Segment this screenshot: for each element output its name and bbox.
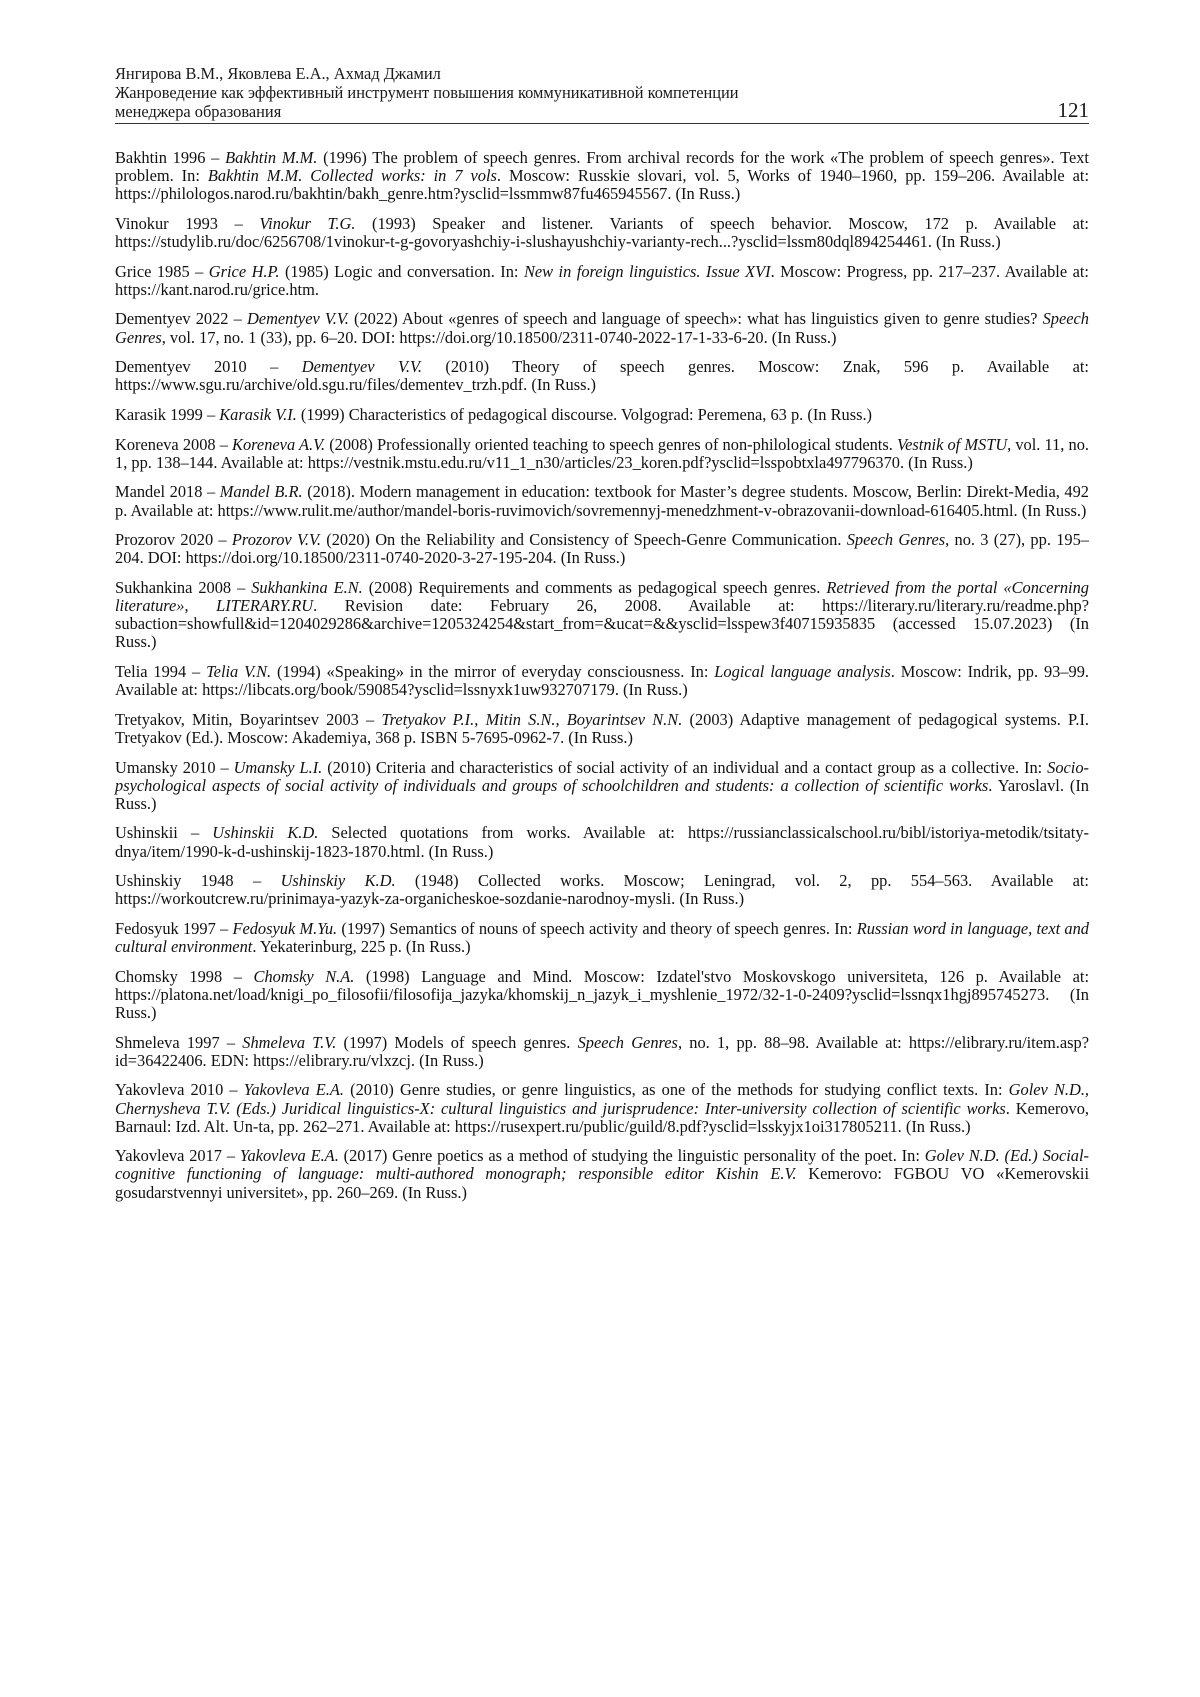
reference-entry xyxy=(115,711,1089,747)
reference-entry xyxy=(115,215,1089,251)
reference-entry xyxy=(115,531,1089,567)
reference-text: (1985) Logic and conversation. In: xyxy=(279,261,524,281)
reference-italic-text: Vestnik of MSTU xyxy=(896,434,1008,454)
reference-text: (2010) Theory of speech genres. Moscow: Znak, 596 p. Available at: https://www.sgu.ru/archive/old.sgu.ru/files/dementev_trzh.pdf. (In Russ.) xyxy=(115,357,1089,395)
reference-text: . Yekaterinburg, 225 p. (In Russ.) xyxy=(252,937,471,957)
reference-text: (1997) Semantics of nouns of speech activity and theory of speech genres. In: xyxy=(337,919,857,938)
reference-italic-text: Bakhtin M.M. xyxy=(225,148,318,167)
reference-italic-text: Bakhtin M.M. Collected works: in 7 vols xyxy=(207,166,497,186)
reference-entry xyxy=(115,968,1089,1022)
header-title-line-2: менеджера образования xyxy=(115,102,282,121)
reference-text: Yakovleva 2010 – xyxy=(115,1080,244,1100)
reference-text: (2008) Requirements and comments as pedagogical speech genres. xyxy=(362,578,827,598)
reference-text: Tretyakov, Mitin, Boyarintsev 2003 – xyxy=(115,709,382,729)
reference-text: , vol. 17, no. 1 (33), pp. 6–20. DOI: https://doi.org/10.18500/2311-0740-2022-17-1-33-6-20. (In Russ.) xyxy=(161,327,837,347)
reference-italic-text: Fedosyuk M.Yu. xyxy=(232,919,338,938)
reference-italic-text: Speech Genres xyxy=(577,1032,678,1052)
reference-entry xyxy=(115,149,1089,203)
reference-entry xyxy=(115,1081,1089,1135)
reference-text: . Moscow: Indrik, pp. 93–99. Available at: https://libcats.org/book/590854?ysclid=lssnyxk1uw932707179. (In Russ.) xyxy=(115,662,1090,700)
reference-italic-text: Sukhankina E.N. xyxy=(251,578,363,598)
reference-entry xyxy=(115,310,1089,346)
reference-italic-text: Karasik V.I. xyxy=(219,405,297,424)
reference-text: (1996) The problem of speech genres. From archival records for the work «The problem of speech genres». Text problem. In: xyxy=(115,148,1089,186)
reference-entry xyxy=(115,483,1089,519)
header-title-line-1: Жанроведение как эффективный инструмент повышения коммуникативной компетенции xyxy=(115,83,739,102)
header-authors: Янгирова В.М., Яковлева Е.А., Ахмад Джамил xyxy=(115,64,441,83)
reference-text: (2010) Criteria and characteristics of social activity of an individual and a contact group as a collective. In: xyxy=(322,757,1048,777)
reference-text: Telia 1994 – xyxy=(115,662,207,681)
reference-entry xyxy=(115,263,1089,299)
reference-text: . Moscow: Russkie slovari, vol. 5, Works of 1940–1960, pp. 159–206. Available at: https://philologos.narod.ru/bakhtin/bakh_genre.htm?ysclid=lssmmw87fu465945567. (In Russ.) xyxy=(115,166,1090,204)
reference-text: Mandel 2018 – xyxy=(115,482,220,502)
reference-text: , no. 1, pp. 88–98. Available at: https://elibrary.ru/item.asp?id=36422406. EDN: https://elibrary.ru/vlxzcj. (In Russ.) xyxy=(115,1032,1089,1070)
reference-entry xyxy=(115,358,1089,394)
reference-text: Bakhtin 1996 – xyxy=(115,148,226,167)
reference-italic-text: Chomsky N.A. xyxy=(253,966,355,986)
reference-text: , no. 3 (27), pp. 195–204. DOI: https://doi.org/10.18500/2311-0740-2020-3-27-195-204. (In Russ.) xyxy=(115,530,1089,568)
reference-italic-text: Yakovleva E.A. xyxy=(243,1080,344,1100)
reference-text: Fedosyuk 1997 – xyxy=(115,919,233,938)
reference-text: , vol. 11, no. 1, pp. 138–144. Available at: https://vestnik.mstu.edu.ru/v11_1_n30/articles/23_koren.pdf?ysclid=lsspobtxla497796370. (In Russ.) xyxy=(115,434,1089,472)
reference-italic-text: Prozorov V.V. xyxy=(231,530,321,550)
reference-entry xyxy=(115,406,1089,424)
reference-text: . Revision date: February 26, 2008. Available at: https://literary.ru/literary.ru/readme.php?subaction=showfull&id=1204029286&archive=1205324254&start_from=&ucat=&&ysclid=lsspew3f40715935835 (accessed 15.07.2023) (In Russ.) xyxy=(115,596,1089,652)
reference-italic-text: Ushinskiy K.D. xyxy=(280,871,396,891)
reference-entry xyxy=(115,663,1089,699)
running-header xyxy=(115,64,1089,124)
reference-text: Koreneva 2008 – xyxy=(115,434,233,454)
reference-italic-text: Golev N.D., Chernysheva T.V. (Eds.) Juridical linguistics-X: cultural linguistics and jurisprudence: Inter-university collection of scientific works xyxy=(115,1080,1090,1118)
reference-italic-text: Koreneva A.V. xyxy=(232,434,326,454)
reference-italic-text: Grice H.P. xyxy=(208,261,280,281)
reference-text: Grice 1985 – xyxy=(115,261,209,281)
reference-text: Ushinskiy 1948 – xyxy=(115,871,281,891)
reference-italic-text: Speech Genres xyxy=(115,309,1089,347)
reference-text: (1948) Collected works. Moscow; Leningrad, vol. 2, pp. 554–563. Available at: https://workoutcrew.ru/prinimaya-yazyk-za-organicheskoe-sozdanie-narodnoy-mysli. (In Russ.) xyxy=(115,871,1089,909)
reference-italic-text: Shmeleva T.V. xyxy=(242,1032,337,1052)
reference-text: Selected quotations from works. Available at: https://russianclassicalschool.ru/bibl/istoriya-metodik/tsitaty-dnya/item/1990-k-d-ushinskij-1823-1870.html. (In Russ.) xyxy=(115,823,1089,861)
reference-text: Yakovleva 2017 – xyxy=(115,1146,240,1166)
reference-text: Dementyev 2010 – xyxy=(115,357,302,377)
reference-entry xyxy=(115,920,1089,956)
reference-italic-text: Russian word in language, text and cultural environment xyxy=(115,919,1089,957)
reference-text: Kemerovo: FGBOU VO «Kemerovskii gosudarstvennyi universitet», pp. 260–269. (In Russ.) xyxy=(115,1164,1090,1202)
reference-text: . Kemerovo, Barnaul: Izd. Alt. Un-ta, pp. 262–271. Available at: https://rusexpert.ru/public/guild/8.pdf?ysclid=lsskyjx1oi317805211. (In Russ.) xyxy=(115,1098,1089,1136)
reference-entry xyxy=(115,1034,1089,1070)
reference-italic-text: Vinokur T.G. xyxy=(259,213,356,233)
reference-text: Ushinskii – xyxy=(115,823,213,843)
reference-italic-text: New in foreign linguistics. Issue XVI xyxy=(523,261,771,281)
reference-text: (1998) Language and Mind. Moscow: Izdatel'stvo Moskovskogo universiteta, 126 p. Available at: https://platona.net/load/knigi_po_filosofii/filosofija_jazyka/khomskij_n_jazyk_i_myshlenie_1972/32-1-0-2409?ysclid=lssnqx1hgj895745273. (In Russ.) xyxy=(115,966,1090,1022)
reference-text: Karasik 1999 – xyxy=(115,405,220,424)
reference-entry xyxy=(115,759,1089,813)
reference-text: (2018). Modern management in education: textbook for Master’s degree students. Moscow, Berlin: Direkt-Media, 492 p. Available at: https://www.rulit.me/author/mandel-boris-ruvimovich/sovremennyj-menedzhment-v-obrazovanii-download-616405.html. (In Russ.) xyxy=(115,482,1089,520)
reference-text: (1999) Characteristics of pedagogical discourse. Volgograd: Peremena, 63 p. (In Russ.) xyxy=(296,405,873,424)
reference-text: (2008) Professionally oriented teaching to speech genres of non-philological students. xyxy=(325,434,897,454)
reference-text: Shmeleva 1997 – xyxy=(115,1032,243,1052)
reference-italic-text: Retrieved from the portal «Concerning literature», LITERARY.RU xyxy=(115,578,1089,616)
reference-text: (2010) Genre studies, or genre linguistics, as one of the methods for studying conflict texts. In: xyxy=(343,1080,1009,1100)
reference-italic-text: Speech Genres xyxy=(846,530,946,550)
reference-italic-text: Ushinskii K.D. xyxy=(212,823,319,843)
reference-entry xyxy=(115,824,1089,860)
reference-text: (2020) On the Reliability and Consistency of Speech-Genre Communication. xyxy=(320,530,847,550)
reference-text: (1993) Speaker and listener. Variants of speech behavior. Moscow, 172 p. Available at: https://studylib.ru/doc/6256708/1vinokur-t-g-govoryashchiy-i-slushayushchiy-varianty-rech...?ysclid=lssm80dql894254461. (In Russ.) xyxy=(115,213,1089,251)
reference-italic-text: Golev N.D. (Ed.) Social-cognitive functioning of language: multi-authored monograph; responsible editor Kishin E.V. xyxy=(115,1146,1090,1184)
reference-italic-text: Dementyev V.V. xyxy=(246,309,349,329)
reference-text: (1997) Models of speech genres. xyxy=(336,1032,578,1052)
reference-list xyxy=(115,149,1089,1213)
reference-italic-text: Umansky L.I. xyxy=(233,757,323,777)
page-number: 121 xyxy=(1057,98,1089,122)
reference-text: . Moscow: Progress, pp. 217–237. Available at: https://kant.narod.ru/grice.htm. xyxy=(115,261,1089,299)
reference-text: Dementyev 2022 – xyxy=(115,309,247,329)
reference-text: Sukhankina 2008 – xyxy=(115,578,252,598)
reference-text: (2022) About «genres of speech and language of speech»: what has linguistics given to genre studies? xyxy=(348,309,1043,329)
reference-entry xyxy=(115,436,1089,472)
reference-italic-text: Dementyev V.V. xyxy=(301,357,422,377)
reference-text: (2017) Genre poetics as a method of studying the linguistic personality of the poet. In: xyxy=(338,1146,925,1166)
reference-text: (2003) Adaptive management of pedagogical systems. P.I. Tretyakov (Ed.). Moscow: Akademiya, 368 p. ISBN 5-7695-0962-7. (In Russ.) xyxy=(115,709,1089,747)
reference-italic-text: Logical language analysis xyxy=(714,662,891,681)
reference-entry xyxy=(115,872,1089,908)
reference-text: Umansky 2010 – xyxy=(115,757,234,777)
reference-text: . Yaroslavl. (In Russ.) xyxy=(115,775,1090,813)
reference-italic-text: Socio-psychological aspects of social activity of individuals and groups of schoolchildren and students: a collection of scientific works xyxy=(115,757,1089,795)
reference-text: Prozorov 2020 – xyxy=(115,530,232,550)
reference-italic-text: Tretyakov P.I., Mitin S.N., Boyarintsev N.N. xyxy=(381,709,683,729)
reference-italic-text: Yakovleva E.A. xyxy=(239,1146,339,1166)
reference-italic-text: Mandel B.R. xyxy=(219,482,303,502)
reference-italic-text: Telia V.N. xyxy=(206,662,272,681)
reference-entry xyxy=(115,1147,1089,1201)
reference-text: (1994) «Speaking» in the mirror of everyday consciousness. In: xyxy=(271,662,715,681)
reference-entry xyxy=(115,579,1089,651)
reference-text: Chomsky 1998 – xyxy=(115,966,254,986)
reference-text: Vinokur 1993 – xyxy=(115,213,260,233)
